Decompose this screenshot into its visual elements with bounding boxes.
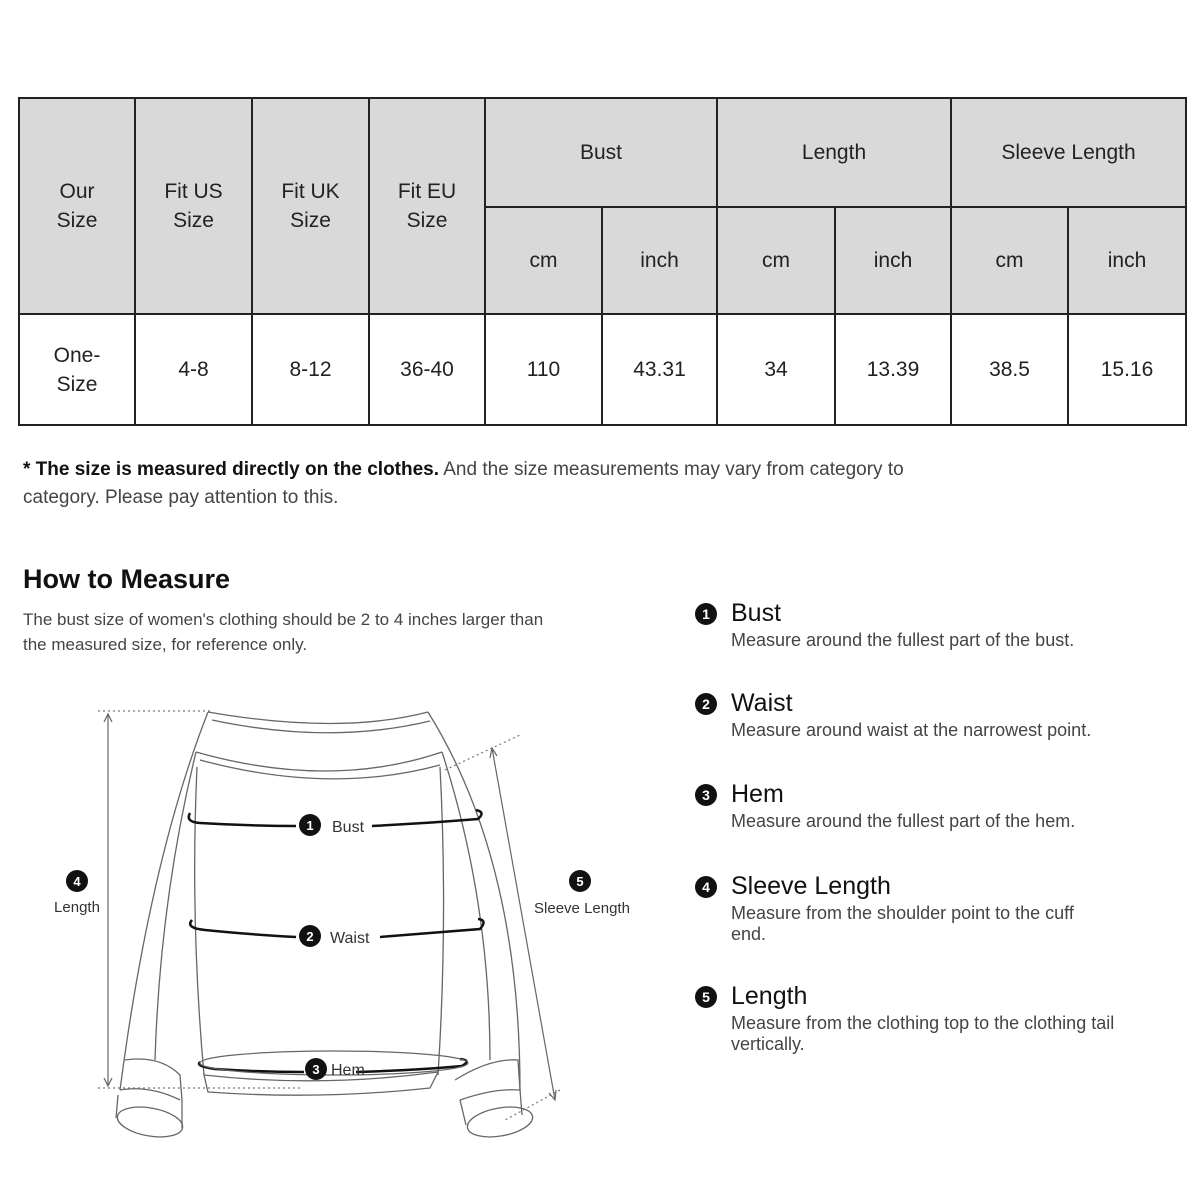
diagram-label: Sleeve Length [534, 900, 630, 917]
how-to-measure-subtitle: The bust size of women's clothing should be 2 to 4 inches larger than the measured size, for reference only. [23, 610, 544, 654]
badge-number: 1 [306, 818, 314, 833]
header-unit: inch [1068, 207, 1186, 314]
header-length: Length [717, 98, 951, 207]
header-unit: cm [951, 207, 1068, 314]
cell-bust-inch: 43.31 [602, 314, 717, 425]
number-badge-icon: 5 [695, 986, 717, 1008]
size-chart-table [18, 97, 1187, 426]
measure-item-desc: Measure around the fullest part of the bust. [731, 630, 1075, 650]
diagram-label: Waist [330, 930, 370, 947]
measure-guides [98, 711, 560, 1120]
badge-number: 5 [576, 874, 584, 889]
measure-item-desc: Measure from the shoulder point to the cuff end. [731, 903, 1074, 944]
diagram-waist-label [299, 925, 370, 947]
sweater-diagram [0, 680, 680, 1150]
measure-item-desc: Measure from the clothing top to the clothing tail vertically. [731, 1013, 1115, 1054]
header-unit: cm [717, 207, 835, 314]
header-fit-uk: Fit UK Size [252, 98, 369, 314]
measure-item-desc: Measure around waist at the narrowest point. [731, 720, 1092, 740]
cell-fit-uk: 8-12 [252, 314, 369, 425]
cell-length-inch: 13.39 [835, 314, 951, 425]
diagram-bust-label [299, 814, 365, 836]
diagram-sleeve-label [534, 870, 630, 917]
measure-item-title: Sleeve Length [731, 872, 891, 900]
header-bust: Bust [485, 98, 717, 207]
measure-item-title: Bust [731, 599, 782, 627]
measure-item-desc: Measure around the fullest part of the hem. [731, 811, 1076, 831]
cell-fit-eu: 36-40 [369, 314, 485, 425]
length-arrow [104, 714, 556, 1100]
header-unit: cm [485, 207, 602, 314]
header-fit-eu: Fit EU Size [369, 98, 485, 314]
table-row [19, 314, 1186, 425]
cell-sleeve-inch: 15.16 [1068, 314, 1186, 425]
number-badge-icon: 2 [695, 693, 717, 715]
how-to-measure-title: How to Measure [23, 564, 231, 594]
header-our-size: Our Size [19, 98, 135, 314]
size-note [23, 456, 923, 512]
cell-fit-us: 4-8 [135, 314, 252, 425]
cell-length-cm: 34 [717, 314, 835, 425]
badge-number: 4 [73, 874, 81, 889]
size-note-rest: And the size measurements may vary from category to category. Please pay attention to this. [23, 459, 904, 508]
measure-item-title: Length [731, 982, 808, 1010]
header-unit: inch [835, 207, 951, 314]
diagram-label: Hem [331, 1062, 365, 1079]
size-note-bold: * The size is measured directly on the clothes. [23, 459, 440, 480]
header-fit-us: Fit US Size [135, 98, 252, 314]
badge-number: 2 [306, 929, 314, 944]
cell-our-size: One-Size [19, 314, 135, 425]
number-badge-icon: 1 [695, 603, 717, 625]
header-sleeve-length: Sleeve Length [951, 98, 1186, 207]
sweater-outline [115, 712, 535, 1142]
diagram-hem-label [305, 1058, 365, 1080]
cell-sleeve-cm: 38.5 [951, 314, 1068, 425]
diagram-label: Bust [332, 819, 365, 836]
measure-item-title: Waist [731, 689, 793, 717]
header-unit: inch [602, 207, 717, 314]
number-badge-icon: 3 [695, 784, 717, 806]
diagram-length-label [54, 870, 100, 916]
diagram-label: Length [54, 899, 100, 916]
badge-number: 3 [312, 1062, 320, 1077]
number-badge-icon: 4 [695, 876, 717, 898]
measure-item-title: Hem [731, 780, 784, 808]
cell-bust-cm: 110 [485, 314, 602, 425]
